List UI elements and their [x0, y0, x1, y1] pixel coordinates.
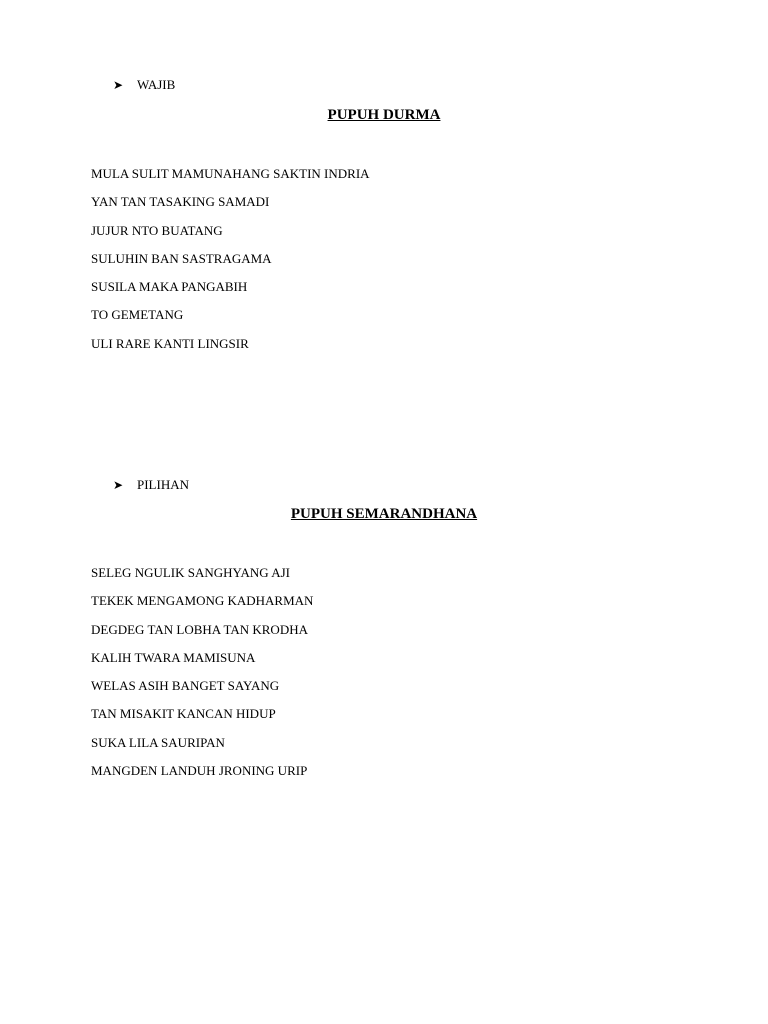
arrowhead-bullet-icon: ➤ — [113, 77, 124, 92]
verse-list — [91, 160, 370, 358]
verse-line: MANGDEN LANDUH JRONING URIP — [91, 763, 308, 779]
verse-line: DEGDEG TAN LOBHA TAN KRODHA — [91, 621, 308, 637]
verse-line: JUJUR NTO BUATANG — [91, 222, 223, 238]
verse-line: KALIH TWARA MAMISUNA — [91, 649, 256, 665]
verse-line: SULUHIN BAN SASTRAGAMA — [91, 250, 272, 266]
verse-line: MULA SULIT MAMUNAHANG SAKTIN INDRIA — [91, 166, 370, 181]
verse-line: WELAS ASIH BANGET SAYANG — [91, 678, 280, 694]
section-title: PUPUH DURMA — [327, 107, 441, 123]
arrowhead-bullet-icon: ➤ — [113, 477, 124, 492]
verse-list — [91, 559, 313, 785]
verse-line: TO GEMETANG — [91, 307, 184, 323]
verse-line: TEKEK MENGAMONG KADHARMAN — [91, 593, 314, 609]
section-title: PUPUH SEMARANDHANA — [290, 506, 478, 522]
bullet-label: PILIHAN — [137, 477, 189, 492]
section-bullet-pilihan — [113, 477, 189, 493]
verse-line: TAN MISAKIT KANCAN HIDUP — [91, 706, 276, 722]
verse-line: SUKA LILA SAURIPAN — [91, 734, 225, 750]
verse-line: SUSILA MAKA PANGABIH — [91, 279, 248, 295]
verse-line: ULI RARE KANTI LINGSIR — [91, 335, 249, 351]
verse-line: SELEG NGULIK SANGHYANG AJI — [91, 565, 290, 580]
verse-line: YAN TAN TASAKING SAMADI — [91, 194, 270, 210]
bullet-label: WAJIB — [137, 77, 176, 92]
section-bullet-wajib — [113, 77, 175, 93]
